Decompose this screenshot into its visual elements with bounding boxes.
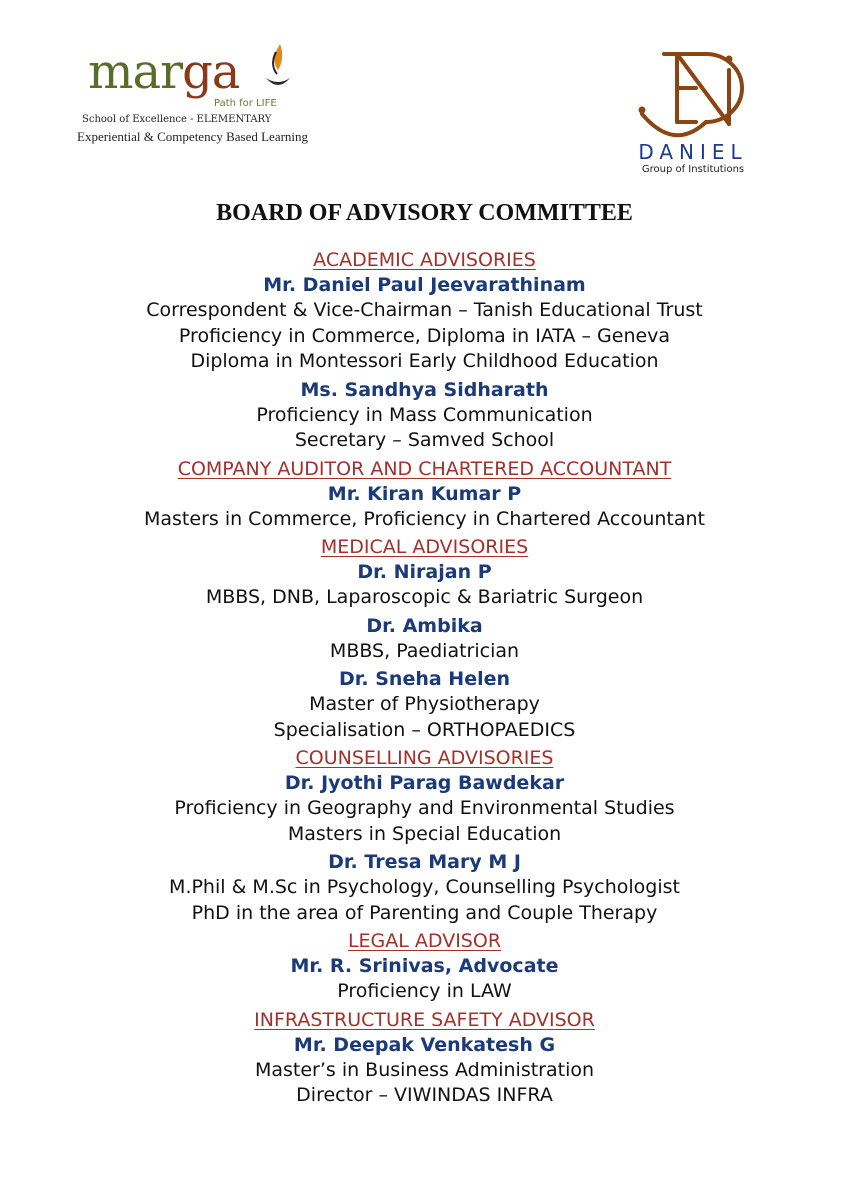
advisor-name: Dr. Tresa Mary M J	[328, 851, 521, 873]
section-heading: COMPANY AUDITOR AND CHARTERED ACCOUNTANT	[177, 457, 672, 480]
marga-school-line: School of Excellence - ELEMENTARY	[82, 114, 272, 125]
advisor-detail: Diploma in Montessori Early Childhood Education	[190, 350, 659, 372]
advisor-entry	[0, 954, 849, 1005]
marga-word-part1: mar	[88, 44, 183, 100]
section-heading: MEDICAL ADVISORIES	[320, 536, 529, 558]
marga-tagline: Path for LIFE	[214, 98, 277, 109]
advisor-entry	[0, 378, 849, 454]
advisor-name: Mr. R. Srinivas, Advocate	[290, 955, 559, 977]
daniel-wordmark: DANIEL	[638, 140, 748, 164]
advisory-section	[0, 457, 849, 533]
marga-wordmark	[88, 42, 239, 102]
advisor-entry	[0, 614, 849, 665]
advisor-name: Dr. Sneha Helen	[338, 668, 511, 690]
daniel-subtitle: Group of Institutions	[641, 164, 745, 175]
advisor-detail: Masters in Special Education	[287, 822, 562, 845]
advisor-detail: M.Phil & M.Sc in Psychology, Counselling Psychologist	[169, 876, 680, 898]
marga-logo	[74, 40, 314, 150]
advisory-section	[0, 535, 849, 743]
advisor-entry	[0, 482, 849, 533]
advisor-entry	[0, 1033, 849, 1109]
marga-word-part2: ga	[182, 44, 240, 100]
advisor-detail: PhD in the area of Parenting and Couple Therapy	[191, 901, 658, 924]
committee-list	[0, 248, 849, 1112]
advisor-detail: Correspondent & Vice-Chairman – Tanish Educational Trust	[146, 299, 703, 321]
advisory-section	[0, 929, 849, 1005]
section-heading: INFRASTRUCTURE SAFETY ADVISOR	[254, 1008, 595, 1031]
advisor-name: Dr. Nirajan P	[357, 561, 492, 583]
advisor-detail: Master of Physiotherapy	[309, 693, 540, 715]
advisor-name: Ms. Sandhya Sidharath	[300, 378, 549, 401]
advisor-detail: Proficiency in Commerce, Diploma in IATA – Geneva	[178, 324, 671, 347]
advisory-section	[0, 746, 849, 926]
advisor-detail: MBBS, DNB, Laparoscopic & Bariatric Surgeon	[205, 586, 644, 608]
daniel-logo	[628, 38, 758, 178]
marga-learning-line: Experiential & Competency Based Learning	[77, 129, 309, 144]
advisor-detail: Proficiency in LAW	[337, 980, 512, 1002]
advisor-entry	[0, 667, 849, 743]
advisor-detail: Director – VIWINDAS INFRA	[296, 1084, 553, 1106]
advisor-entry	[0, 560, 849, 611]
advisor-name: Dr. Ambika	[366, 614, 483, 637]
advisor-entry	[0, 771, 849, 847]
advisor-entry	[0, 850, 849, 926]
advisor-name: Mr. Deepak Venkatesh G	[293, 1033, 556, 1056]
advisor-detail: Specialisation – ORTHOPAEDICS	[273, 718, 576, 741]
advisor-name: Mr. Kiran Kumar P	[327, 482, 522, 505]
dn-monogram-icon	[634, 42, 746, 138]
advisor-detail: Secretary – Samved School	[294, 429, 555, 451]
advisor-detail: Proficiency in Geography and Environmental Studies	[174, 797, 675, 819]
section-heading: ACADEMIC ADVISORIES	[313, 249, 536, 271]
advisor-detail: MBBS, Paediatrician	[329, 639, 520, 662]
advisor-name: Mr. Daniel Paul Jeevarathinam	[263, 274, 586, 296]
advisor-entry	[0, 273, 849, 375]
advisor-detail: Masters in Commerce, Proficiency in Chartered Accountant	[144, 507, 705, 530]
advisory-section	[0, 1008, 849, 1109]
lamp-icon	[262, 42, 294, 94]
advisory-section	[0, 248, 849, 454]
section-heading: COUNSELLING ADVISORIES	[295, 747, 554, 769]
advisor-detail: Proficiency in Mass Communication	[256, 403, 593, 426]
section-heading: LEGAL ADVISOR	[347, 930, 502, 952]
page-title: BOARD OF ADVISORY COMMITTEE	[216, 200, 633, 226]
advisor-name: Dr. Jyothi Parag Bawdekar	[284, 772, 565, 794]
advisor-detail: Master’s in Business Administration	[254, 1058, 595, 1081]
